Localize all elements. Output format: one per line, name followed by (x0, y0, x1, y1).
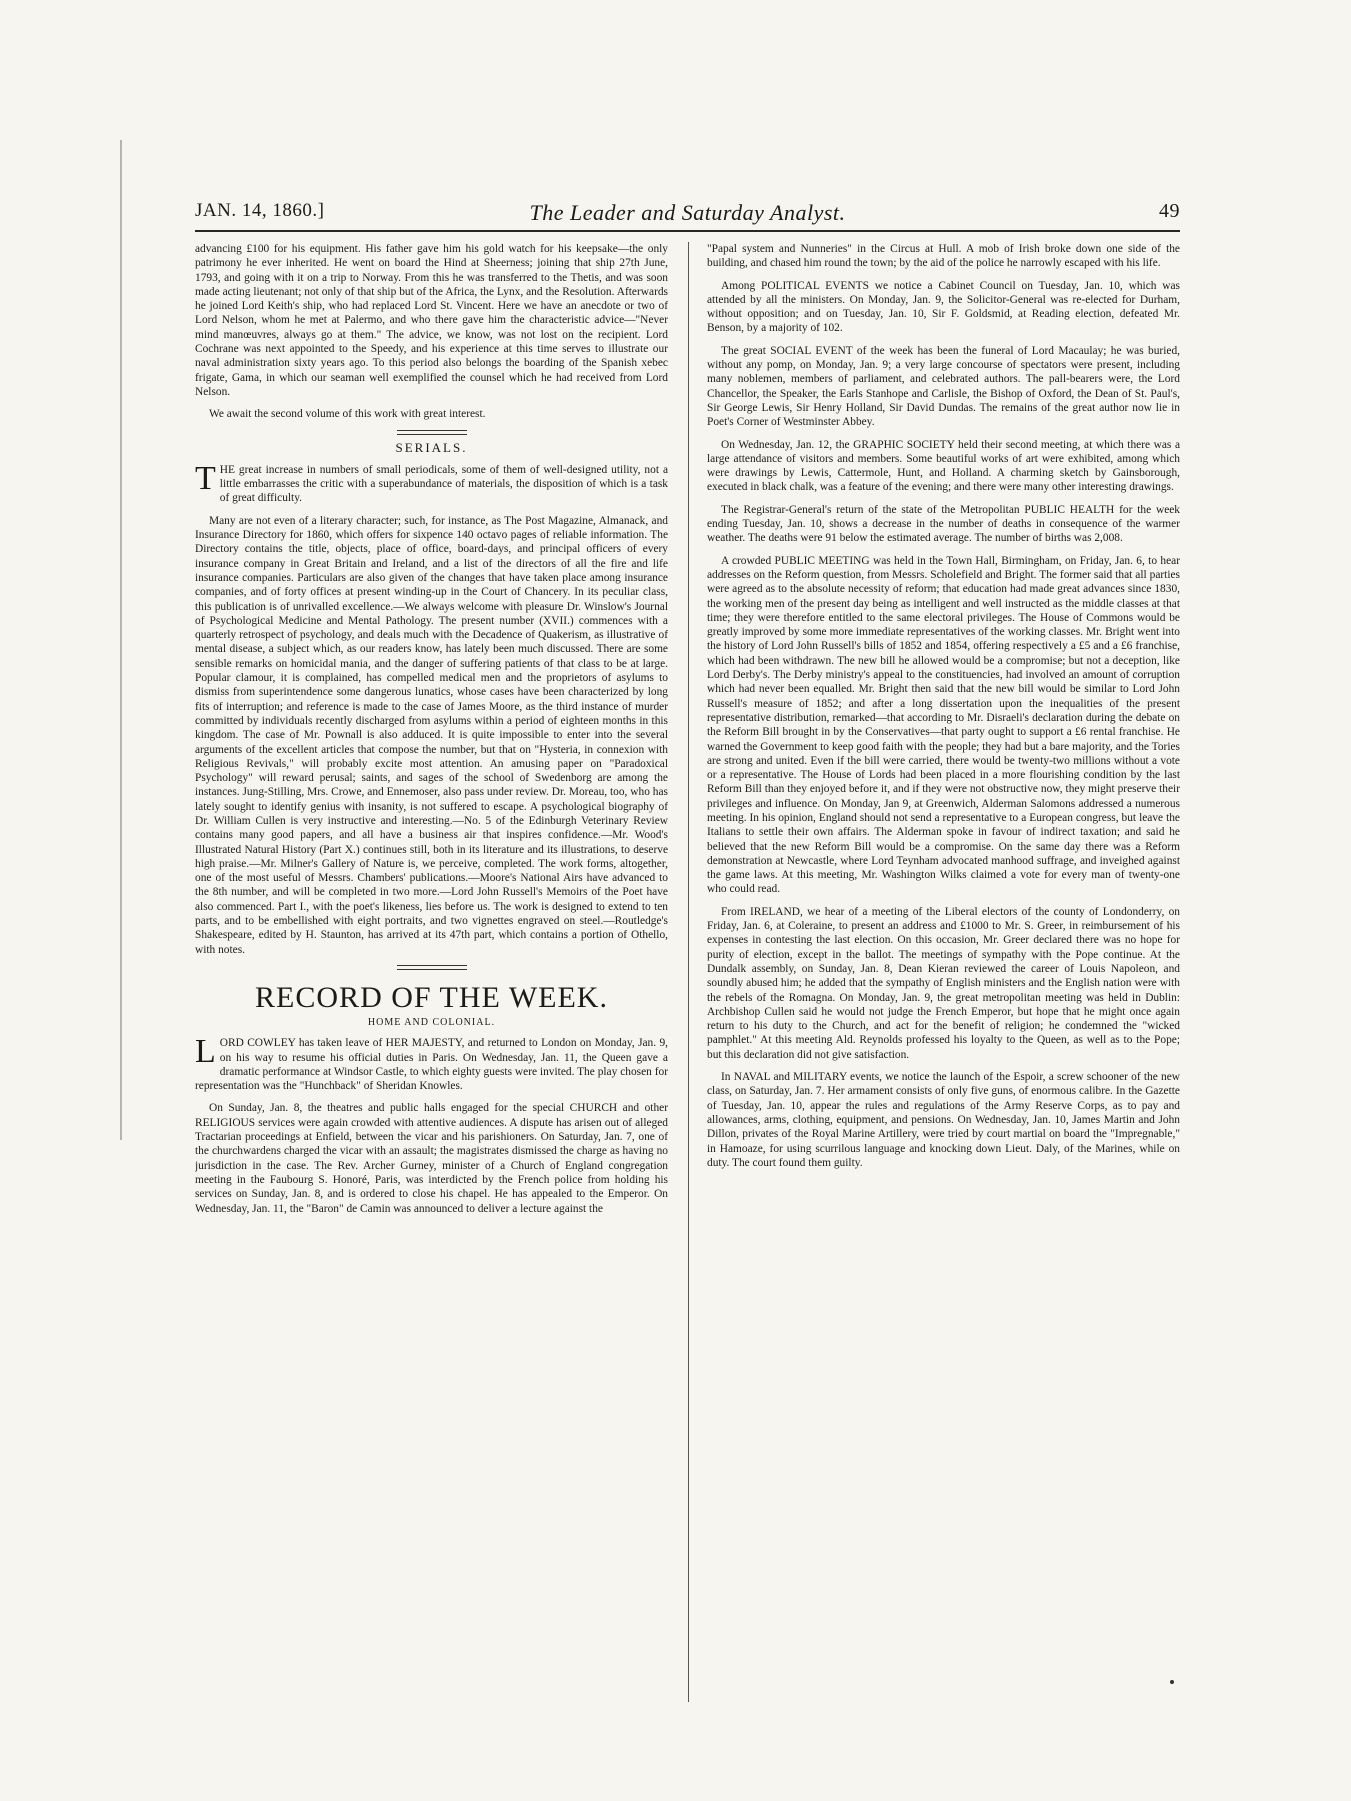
hull-paragraph: "Papal system and Nunneries" in the Circus at Hull. A mob of Irish broke down one side of the building, and chased him round the town; by the aid of the police he narrowly escaped with his life. (707, 243, 1180, 270)
ireland-paragraph: From IRELAND, we hear of a meeting of the Liberal electors of the county of Londonderry, on Friday, Jan. 6, at Coleraine, to present an address and £1000 to Mr. S. Greer, in reimbursement of his expenses in contesting the last election. On this occasion, Mr. Greer declared there was no hope for purity of election, except in the ballot. The meetings of sympathy with the Pope continue. At the Dundalk assembly, on Sunday, Jan. 8, Dean Kieran reviewed the career of Louis Napoleon, and soundly abused him; he added that the sympathy of English ministers and the English nation were with the rebels of the Romagna. On Monday, Jan. 9, the great metropolitan meeting was held in Dublin: Archbishop Cullen said he would not judge the French Emperor, but hope that he might once again return to his duty to the Church, and act for the benefit of religion; he condemned the "wicked pamphlet." At this meeting Ald. Reynolds professed his loyalty to the Queen, as well as to the Pope; but this declaration did not give satisfaction. (707, 905, 1180, 1061)
publication-title: The Leader and Saturday Analyst. (529, 200, 846, 225)
page-header (195, 200, 1180, 230)
newspaper-page (195, 200, 1180, 1730)
serials-intro-text: HE great increase in numbers of small periodicals, some of them of well-designed utility, not a little embarrasses the critic with a superabundance of materials, the disposition of which is a task of great difficulty. (219, 463, 668, 505)
column-divider (688, 242, 689, 1702)
graphic-society-paragraph: On Wednesday, Jan. 12, the GRAPHIC SOCIETY held their second meeting, at which there was a large attendance of visitors and members. Some beautiful works of art were exhibited, among which were drawings by Lewis, Cattermole, Hunt, and Holland. A charming sketch by Gainsborough, executed in black chalk, was a feature of the evening; and there were many other interesting drawings. (707, 438, 1180, 494)
issue-date: JAN. 14, 1860.] (195, 200, 325, 221)
section-divider (397, 430, 467, 435)
left-column (195, 242, 668, 1702)
naval-military-paragraph: In NAVAL and MILITARY events, we notice the launch of the Espoir, a screw schooner of the new class, on Saturday, Jan. 7. Her armament consists of only five guns, of enormous calibre. In the Gazette of Tuesday, Jan. 10, appear the rules and regulations of the Army Reserve Corps, as to pay and allowances, arms, clothing, equipment, and pensions. On Wednesday, Jan. 10, James Martin and John Dillon, privates of the Royal Marine Artillery, were tried by court martial on board the "Impregnable," in Hamoaze, for using scurrilous language and knocking down Lieut. Daly, of the Marines, while on duty. The court found them guilty. (707, 1071, 1180, 1169)
record-heading: RECORD OF THE WEEK. (255, 980, 608, 1014)
record-intro-text: ORD COWLEY has taken leave of HER MAJESTY, and returned to London on Monday, Jan. 9, on his way to resume his official duties in Paris. On Wednesday, Jan. 11, the Queen gave a dramatic performance at Windsor Castle, to which eighty guests were invited. The play chosen for representation was the "Hunchback" of Sheridan Knowles. (195, 1037, 668, 1093)
ink-mark (1170, 1680, 1174, 1684)
public-meeting-paragraph: A crowded PUBLIC MEETING was held in the Town Hall, Birmingham, on Friday, Jan. 6, to hear addresses on the Reform question, from Messrs. Scholefield and Bright. The former said that all parties were agreed as to the absolute necessity of reform; that education had made great advances since 1830, the working men of the present day being as intelligent and well instructed as the middle classes at that time; they were therefore entitled to the same electoral privileges. The House of Commons would be greatly improved by some more immediate representatives of the working classes. Mr. Bright went into the history of Lord John Russell's bills of 1852 and 1854, offering respectively a £5 and a £6 franchise, which had been withdrawn. The new bill he allowed would be a compromise; but not a deception, like Lord Derby's. The Derby ministry's appeal to the constituencies, had involved an amount of corruption which had never been equalled. Mr. Bright then said that the new bill would be similar to Lord John Russell's measure of 1852; and after a long dissertation upon the inequalities of the present representative distribution, remarked—that according to Mr. Disraeli's declaration during the debate on the Reform Bill brought in by the Conservatives—that party ought to support a £6 rental franchise. He warned the Government to keep good faith with the people; they had but a bare majority, and the Tories are strong and united. Even if the bill were carried, there would be twenty-two millions without a vote or a representative. The House of Lords had been placed in a more flourishing condition by the last Reform Bill than they enjoyed before it, and if they were not obstructive now, they might preserve their privileges and influence. On Monday, Jan 9, at Greenwich, Alderman Salomons addressed a numerous meeting. In his opinion, England should not send a representative to a European congress, but leave the Italians to settle their own affairs. The Alderman spoke in favour of indirect taxation; and said he believed that the new Reform Bill would be a compromise. On the same day there was a Reform demonstration at Newcastle, where Lord Teynham advocated manhood suffrage, and inveighed against the game laws. At this meeting, Mr. Washington Wilks claimed a vote for every man of twenty-one who could read. (707, 554, 1180, 896)
cochrane-review-paragraph: advancing £100 for his equipment. His father gave him his gold watch for his keepsake—the only patrimony he ever inherited. He went on board the Hind at Sheerness; joining that ship 27th June, 1793, and going with it on a trip to Norway. From this he was transferred to the Thetis, and was soon made acting lieutenant; not only of that ship but of the Africa, the Lynx, and the Resolution. Afterwards he joined Lord Keith's ship, who had replaced Lord St. Vincent. Here we have an anecdote or two of Lord Nelson, whom he met at Palermo, and who there gave him the characteristic advice—"Never mind manœuvres, always go at them." The advice, we know, was not lost on the recipient. Lord Cochrane was next appointed to the Speedy, and his experience at this time serves to illustrate our naval administration sixty years ago. To this period also belongs the boarding of the Spanish xebec frigate, Gama, in which our seaman well exemplified the counsel which he had received from Lord Nelson. (195, 243, 668, 398)
serials-intro-paragraph (195, 459, 668, 506)
page-margin-line (120, 140, 122, 1140)
section-divider (397, 965, 467, 970)
serials-heading: SERIALS. (395, 439, 468, 455)
dropcap-letter: T (195, 459, 216, 497)
political-events-paragraph: Among POLITICAL EVENTS we notice a Cabinet Council on Tuesday, Jan. 10, which was attended by all the ministers. On Monday, Jan. 9, the Solicitor-General was re-elected for Durham, without opposition; and on Tuesday, Jan. 10, Sir F. Goldsmid, at Reading election, defeated Mr. Benson, by a majority of 102. (707, 279, 1180, 335)
record-intro-paragraph (195, 1033, 668, 1093)
record-subheading: HOME AND COLONIAL. (367, 1016, 496, 1028)
dropcap-letter: L (195, 1033, 216, 1071)
record-religious-paragraph: On Sunday, Jan. 8, the theatres and public halls engaged for the special CHURCH and other RELIGIOUS services were again crowded with attentive audiences. A dispute has arisen out of alleged Tractarian proceedings at Enfield, between the vicar and his parishioners. On Saturday, Jan. 7, one of the churchwardens charged the vicar with an assault; the magistrates dismissed the charge as having no jurisdiction in the case. The Rev. Archer Gurney, minister of a Church of England congregation meeting in the Faubourg S. Honoré, Paris, was interdicted by the French police from holding his services on Sunday, Jan. 8, and is ordered to close his chapel. He has appealed to the Emperor. On Wednesday, Jan. 11, the "Baron" de Camin was announced to deliver a lecture against the (195, 1102, 668, 1215)
right-column (707, 242, 1180, 1702)
page-number: 49 (1159, 200, 1180, 222)
social-event-paragraph: The great SOCIAL EVENT of the week has been the funeral of Lord Macaulay; he was buried, without any pomp, on Monday, Jan. 9; a very large concourse of spectators were present, including many noblemen, members of parliament, and celebrated authors. The pall-bearers were, the Lord Chancellor, the Speaker, the Earls Stanhope and Carlisle, the Bishop of Oxford, the Dean of St. Paul's, Sir George Lewis, Sir Henry Holland, Sir David Dundas. The remains of the great author now lie in Poet's Corner of Westminster Abbey. (707, 344, 1180, 429)
header-rule (195, 230, 1180, 232)
review-closing-paragraph: We await the second volume of this work with great interest. (209, 408, 486, 421)
public-health-paragraph: The Registrar-General's return of the state of the Metropolitan PUBLIC HEALTH for the week ending Tuesday, Jan. 10, shows a decrease in the number of deaths in consequence of the warmer weather. The deaths were 91 below the estimated average. The number of births was 2,008. (707, 503, 1180, 545)
serials-body-paragraph: Many are not even of a literary character; such, for instance, as The Post Magazine, Almanack, and Insurance Directory for 1860, which offers for sixpence 140 octavo pages of reliable information. The Directory contains the title, objects, place of office, board-days, and principal officers of every insurance company in Great Britain and Ireland, and a list of the directors of all the fire and life insurance companies. Particulars are also given of the changes that have taken place among insurance companies, and of forty offices at present winding-up in the Court of Chancery. In its peculiar class, this publication is of unrivalled excellence.—We always welcome with pleasure Dr. Winslow's Journal of Psychological Medicine and Mental Pathology. The present number (XVII.) commences with a quarterly retrospect of psychology, and deals much with the Decadence of Quakerism, as illustrative of mental disease, a subject which, as our readers know, has lately been much discussed. There are some sensible remarks on homicidal mania, and the danger of suffering patients of that class to be at large. Popular clamour, it is complained, has compelled medical men and the proprietors of asylums to dismiss from superintendence some dangerous lunatics, whose cases have been characterized by long fits of interruption; and reference is made to the case of James Moore, as the third instance of murder committed by individuals recently discharged from asylums within a period of eighteen months in this kingdom. The case of Mr. Pownall is also adduced. It is quite impossible to enter into the several arguments of the excellent articles that compose the number, but that on "Hysteria, in connexion with Religious Revivals," will probably excite most attention. An amusing paper on "Paradoxical Psychology" will reward perusal; saints, and sages of the school of Swedenborg are among the instances. Jung-Stilling, Mrs. Crowe, and Ennemoser, also pass under review. Dr. Moreau, too, who has lately sought to identify genius with insanity, is not suffered to escape. A psychological biography of Dr. William Cullen is very instructive and interesting.—No. 5 of the Edinburgh Veterinary Review contains many good papers, and all have a business air that inspires confidence.—Mr. Wood's Illustrated Natural History (Part X.) continues still, both in its literature and its illustrations, to deserve high praise.—Mr. Milner's Gallery of Nature is, we perceive, completed. The work forms, altogether, one of the most useful of Messrs. Chambers' publications.—Moore's National Airs have advanced to the 8th number, and will be completed in two more.—Lord John Russell's Memoirs of the Poet have also commenced. Part I., with the poet's likeness, lies before us. The work is designed to extend to ten parts, and to be embellished with eight portraits, and two vignettes engraved on steel.—Routledge's Shakespeare, edited by H. Staunton, has arrived at its 47th part, which contains a portion of Othello, with notes. (195, 514, 668, 956)
